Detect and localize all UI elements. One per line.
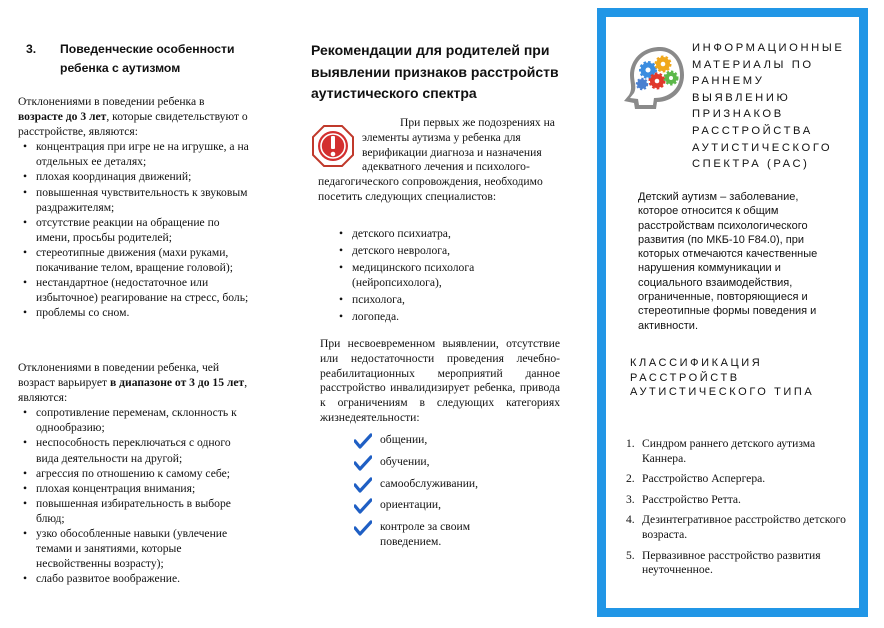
block1-list (18, 139, 250, 320)
classification-list (626, 437, 846, 584)
list-item: • узко обособленные навыки (увлечение темами и занятиями, которые несвойственны возрасту); (18, 526, 250, 571)
specialists-list (334, 226, 554, 325)
list-item: • нестандартное (недостаточное или избыточное) реагирование на стресс, боль; (18, 275, 250, 305)
checkmark-icon (354, 455, 372, 471)
intro-paragraph: При первых же подозрениях на элементы аутизма у ребенка для верификации диагноза и назначения адекватного лечения и психолого-педагогического сопровождения, необходимо посетить следующих специалистов: (318, 116, 555, 203)
list-item: • неспособность переключаться с одного вида деятельности на другой; (18, 435, 250, 465)
list-item: • плохая концентрация внимания; (18, 481, 250, 496)
section-title: Поведенческие особенности ребенка с аутизмом (60, 42, 235, 75)
list-item: • детского психиатра, (334, 226, 554, 241)
checklist-item: обучении, (354, 455, 554, 470)
list-item: • отсутствие реакции на обращение по имени, просьбы родителей; (18, 215, 250, 245)
list-item: • стереотипные движения (махи руками, покачивание телом, вращение головой); (18, 245, 250, 275)
list-item: • повышенная чувствительность к звуковым раздражителям; (18, 185, 250, 215)
list-item: • плохая координация движений; (18, 169, 250, 184)
section-heading (26, 40, 256, 78)
brochure-title: ИНФОРМАЦИОННЫЕ МАТЕРИАЛЫ ПО РАННЕМУ ВЫЯВЛЕНИЮ ПРИЗНАКОВ РАССТРОЙСТВА АУТИСТИЧЕСКОГО СПЕКТРА (РАС) (692, 42, 845, 171)
list-item: • сопротивление переменам, склонность к однообразию; (18, 405, 250, 435)
consequences-paragraph: При несвоевременном выявлении, отсутствие или недостаточности проведения лечебно-реабилитационных мероприятий данное расстройство инвалидизирует ребенка, привода к ограничениям в следующих категориях жизнедеятельности: (320, 337, 560, 424)
categories-checklist (354, 433, 554, 550)
list-item: 3. Расстройство Ретта. (626, 492, 741, 506)
specialists-list-block (334, 226, 554, 327)
checkmark-icon (354, 433, 372, 449)
checkmark-icon (354, 520, 372, 536)
checkmark-icon (354, 498, 372, 514)
checklist-item: контроле за своим поведением. (354, 520, 508, 550)
list-item: 4. Дезинтегративное расстройство детского возраста. (626, 513, 846, 541)
recommendations-title: Рекомендации для родителей при выявлении признаков расстройств аутистического спектра (311, 42, 559, 101)
list-item: • детского невролога, (334, 243, 554, 258)
block1-intro: Отклонениями в поведении ребенка в возрасте до 3 лет, которые свидетельствуют о расстройстве, являются: (18, 95, 248, 139)
list-item: 1. Синдром раннего детского аутизма Каннера. (626, 437, 816, 465)
checkmark-icon (354, 477, 372, 493)
block2-list (18, 405, 250, 586)
checklist-item: ориентации, (354, 498, 554, 513)
block2-intro: Отклонениями в поведении ребенка, чей возраст варьирует в диапазоне от 3 до 15 лет, являются: (18, 361, 248, 405)
list-item: 2. Расстройство Аспергера. (626, 472, 766, 486)
checklist-item: самообслуживании, (354, 477, 554, 492)
list-item: • проблемы со сном. (18, 305, 250, 320)
behavior-under-3-block (18, 94, 250, 320)
list-item: • логопеда. (334, 309, 554, 324)
list-item: • концентрация при игре не на игрушке, а на отдельных ее деталях; (18, 139, 250, 169)
classification-title: КЛАССИФИКАЦИЯ РАССТРОЙСТВ АУТИСТИЧЕСКОГО ТИПА (630, 357, 815, 399)
checklist-item: общении, (354, 433, 554, 448)
list-item: 5. Первазивное расстройство развития неуточненное. (626, 548, 821, 577)
list-item: • медицинского психолога (нейропсихолога), (334, 260, 554, 290)
definition-paragraph: Детский аутизм – заболевание, которое относится к общим расстройствам психологического развития (по МКБ-10 F84.0), при которых отмечаются качественные нарушения коммуникации и социального взаимодействия, ограниченные, повторяющиеся и стереотипные формы поведения и активности. (638, 191, 818, 332)
list-item: • повышенная избирательность в выборе блюд; (18, 496, 250, 526)
behavior-3-to-15-block (18, 360, 250, 586)
list-item: • слабо развитое воображение. (18, 571, 250, 586)
list-item: • психолога, (334, 292, 554, 307)
list-item: • агрессия по отношению к самому себе; (18, 466, 250, 481)
section-number: 3. (26, 42, 37, 56)
head-gears-icon (620, 44, 692, 110)
